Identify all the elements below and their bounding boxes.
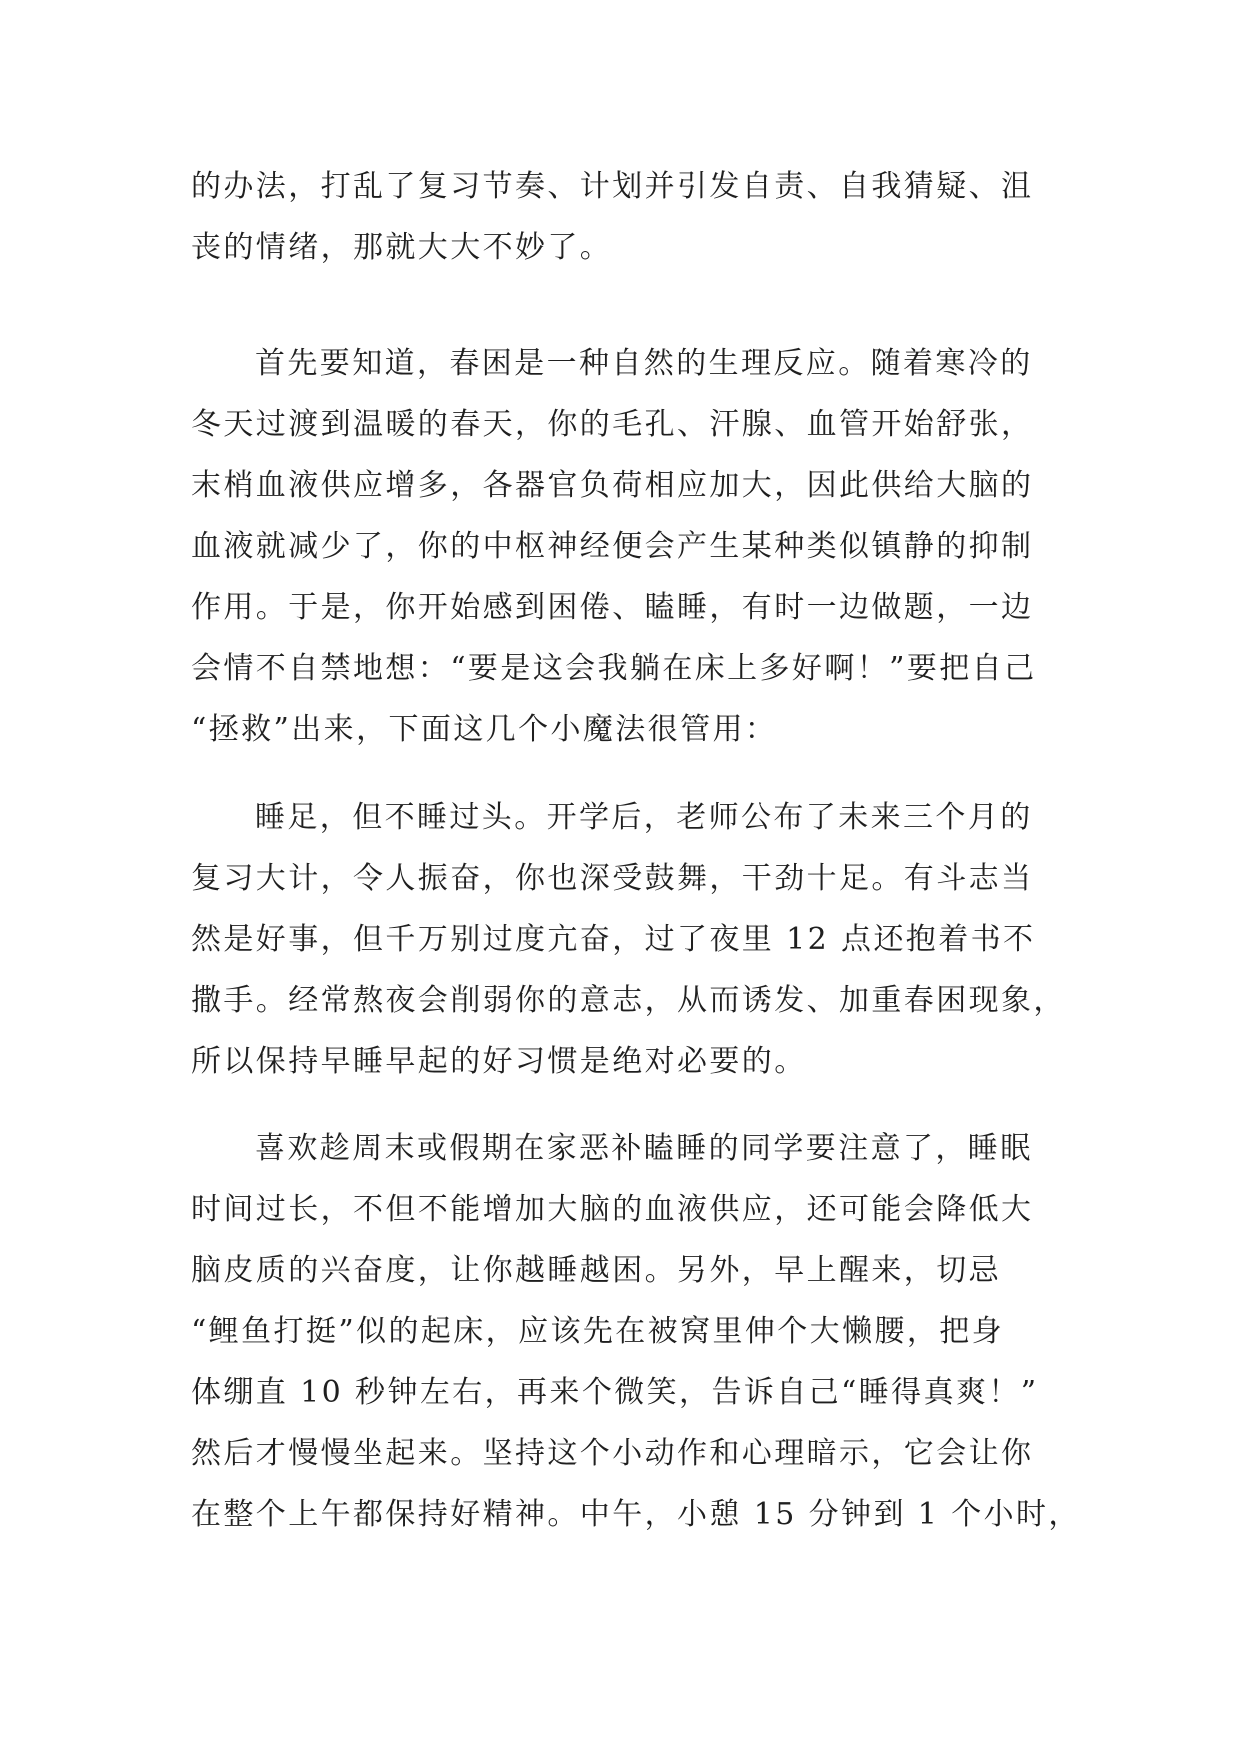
text-line: 撒手。经常熬夜会削弱你的意志，从而诱发、加重春困现象， [191,983,1066,1018]
text-line: 然后才慢慢坐起来。坚持这个小动作和心理暗示，它会让你 [191,1436,1034,1471]
text-line: 冬天过渡到温暖的春天，你的毛孔、汗腺、血管开始舒张， [191,407,1034,442]
text-line: 血液就减少了，你的中枢神经便会产生某种类似镇静的抑制 [191,529,1034,564]
text-line: 时间过长，不但不能增加大脑的血液供应，还可能会降低大 [191,1192,1034,1227]
paragraph-3 [191,787,1066,1092]
paragraph-1 [191,156,1061,278]
text-line: 所以保持早睡早起的好习惯是绝对必要的。 [191,1044,807,1079]
text-line: 然是好事，但千万别过度亢奋，过了夜里 12 点还抱着书不 [191,922,1036,957]
text-line: 丧的情绪，那就大大不妙了。 [191,230,613,265]
paragraph-4 [191,1118,1081,1545]
text-line: 作用。于是，你开始感到困倦、瞌睡，有时一边做题，一边 [191,590,1034,625]
paragraph-2 [191,333,1061,760]
text-line: 体绷直 10 秒钟左右，再来个微笑，告诉自己“睡得真爽！” [191,1375,1039,1410]
text-line: 会情不自禁地想：“要是这会我躺在床上多好啊！”要把自己 [191,651,1037,686]
text-line: 脑皮质的兴奋度，让你越睡越困。另外，早上醒来，切忌 [191,1253,1001,1288]
text-line: 的办法，打乱了复习节奏、计划并引发自责、自我猜疑、沮 [191,169,1034,204]
text-line: 末梢血液供应增多，各器官负荷相应加大，因此供给大脑的 [191,468,1034,503]
text-line: 首先要知道，春困是一种自然的生理反应。随着寒冷的 [255,346,1033,381]
text-line: “鲤鱼打挺”似的起床，应该先在被窝里伸个大懒腰，把身 [191,1314,1005,1349]
text-line: 睡足，但不睡过头。开学后，老师公布了未来三个月的 [255,800,1033,835]
text-line: 复习大计，令人振奋，你也深受鼓舞，干劲十足。有斗志当 [191,861,1034,896]
text-line: “拯救”出来，下面这几个小魔法很管用： [191,712,778,747]
text-line: 在整个上午都保持好精神。中午，小憩 15 分钟到 1 个小时， [191,1497,1081,1532]
text-line: 喜欢趁周末或假期在家恶补瞌睡的同学要注意了，睡眠 [255,1131,1033,1166]
